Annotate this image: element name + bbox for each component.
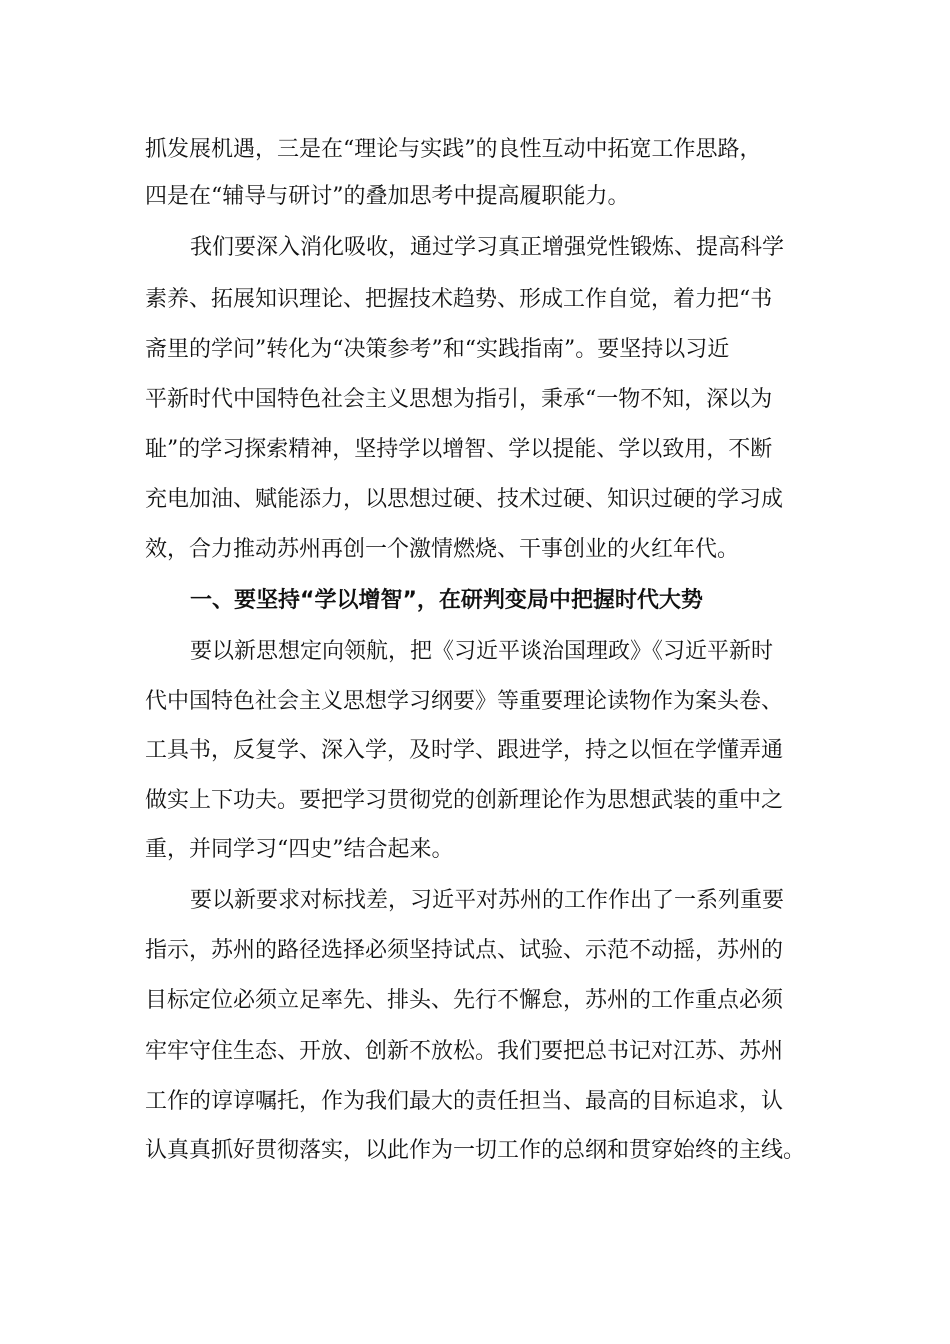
text-line-content: 牢牢守住生态、开放、创新不放松。我们要把总书记对江苏、苏州 (145, 1039, 784, 1064)
text-line (0, 781, 950, 821)
text-line-content: 四是在“辅导与研讨”的叠加思考中提高履职能力。 (145, 184, 630, 209)
text-line-content: 耻”的学习探索精神，坚持学以增智、学以提能、学以致用，不断 (145, 437, 773, 462)
text-line (0, 1082, 950, 1122)
text-line (0, 981, 950, 1021)
text-line (0, 130, 950, 170)
text-line-content: 抓发展机遇，三是在“理论与实践”的良性互动中拓宽工作思路， (145, 137, 762, 162)
text-line-content: 工作的谆谆嘱托，作为我们最大的责任担当、最高的目标追求，认 (145, 1089, 784, 1114)
text-line (0, 632, 950, 672)
text-line (0, 380, 950, 420)
text-line (0, 228, 950, 268)
text-line-content: 认真真抓好贯彻落实，以此作为一切工作的总纲和贯穿始终的主线。 (145, 1138, 806, 1163)
text-line (0, 280, 950, 320)
text-line (0, 480, 950, 520)
text-line-content: 做实上下功夫。要把学习贯彻党的创新理论作为思想武装的重中之 (145, 788, 784, 813)
text-line (0, 830, 950, 870)
text-line (0, 430, 950, 470)
text-line (0, 731, 950, 771)
text-line (0, 931, 950, 971)
section-heading-text: 一、要坚持“学以增智”，在研判变局中把握时代大势 (190, 588, 703, 613)
text-line-content: 重，并同学习“四史”结合起来。 (145, 837, 454, 862)
text-line (0, 881, 950, 921)
text-line-content: 代中国特色社会主义思想学习纲要》等重要理论读物作为案头卷、 (145, 689, 784, 714)
text-line-content: 指示，苏州的路径选择必须坚持试点、试验、示范不动摇，苏州的 (145, 938, 784, 963)
text-line-content: 我们要深入消化吸收，通过学习真正增强党性锻炼、提高科学 (190, 235, 785, 260)
text-line (0, 682, 950, 722)
text-line (0, 530, 950, 570)
text-line-content: 效，合力推动苏州再创一个激情燃烧、干事创业的火红年代。 (145, 537, 740, 562)
text-line-content: 平新时代中国特色社会主义思想为指引，秉承“一物不知，深以为 (145, 387, 773, 412)
text-line-content: 工具书，反复学、深入学，及时学、跟进学，持之以恒在学懂弄通 (145, 738, 784, 763)
text-line (0, 330, 950, 370)
text-line (0, 1032, 950, 1072)
text-line (0, 177, 950, 217)
text-line-content: 素养、拓展知识理论、把握技术趋势、形成工作自觉，着力把“书 (145, 287, 773, 312)
text-line-content: 充电加油、赋能添力，以思想过硬、技术过硬、知识过硬的学习成 (145, 487, 784, 512)
text-line (0, 1131, 950, 1171)
text-line-content: 斋里的学问”转化为“决策参考”和“实践指南”。要坚持以习近 (145, 337, 730, 362)
text-line-content: 要以新要求对标找差，习近平对苏州的工作作出了一系列重要 (190, 888, 785, 913)
text-line-content: 目标定位必须立足率先、排头、先行不懈怠，苏州的工作重点必须 (145, 988, 784, 1013)
text-line-content: 要以新思想定向领航，把《习近平谈治国理政》《习近平新时 (190, 639, 774, 664)
section-heading (0, 581, 950, 621)
